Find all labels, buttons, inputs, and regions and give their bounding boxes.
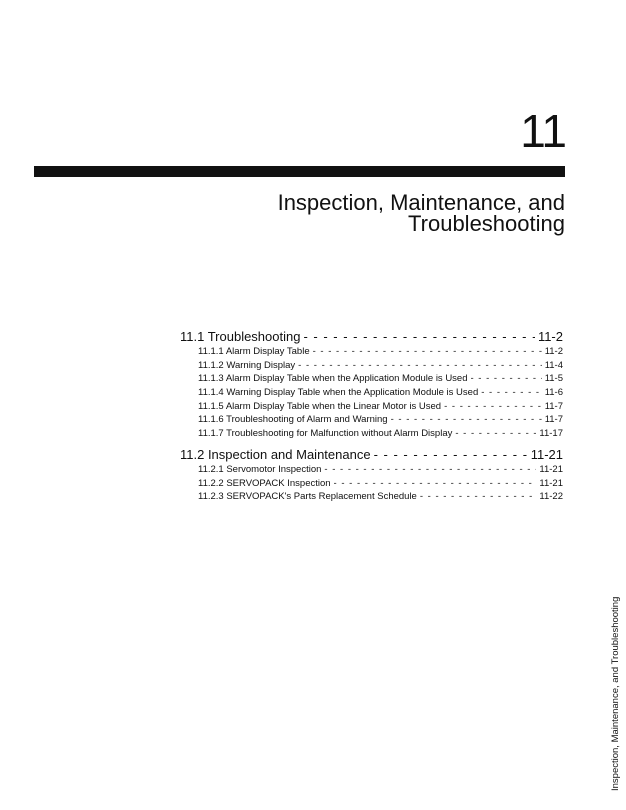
toc-item-11-2-2[interactable]	[198, 478, 563, 492]
chapter-title-line-1: Inspection, Maintenance, and	[277, 190, 565, 215]
side-tab-label: Inspection, Maintenance, and Troubleshooting	[610, 596, 621, 791]
toc-leader	[298, 360, 542, 371]
toc-item-title: 11.1.7 Troubleshooting for Malfunction without Alarm Display	[198, 428, 453, 440]
toc-page-number: 11-21	[539, 463, 563, 475]
chapter-title	[278, 192, 565, 234]
toc-leader	[455, 428, 536, 439]
toc-page-number: 11-5	[544, 373, 563, 385]
table-of-contents	[180, 329, 563, 505]
toc-item-11-1-6[interactable]	[198, 414, 563, 428]
toc-leader	[374, 447, 528, 462]
toc-item-11-1-2[interactable]	[198, 360, 563, 374]
toc-section-title: 11.1 Troubleshooting	[180, 329, 301, 344]
toc-leader	[313, 346, 542, 357]
toc-page-number: 11-22	[539, 491, 563, 503]
chapter-number: 11	[520, 105, 566, 157]
toc-page-number: 11-2	[537, 329, 563, 344]
chapter-title-line-2: Troubleshooting	[408, 211, 565, 236]
toc-leader	[303, 329, 534, 344]
toc-item-title: 11.2.3 SERVOPACK's Parts Replacement Schedule	[198, 491, 417, 503]
toc-page-number: 11-6	[544, 387, 563, 399]
toc-item-title: 11.1.2 Warning Display	[198, 359, 296, 371]
toc-page-number: 11-21	[530, 446, 563, 462]
toc-item-title: 11.1.3 Alarm Display Table when the Application Module is Used	[198, 373, 468, 385]
toc-item-11-1-5[interactable]	[198, 401, 563, 415]
toc-page-number: 11-4	[544, 359, 563, 371]
toc-item-11-2-1[interactable]	[198, 464, 563, 478]
toc-leader	[471, 373, 542, 384]
toc-leader	[444, 401, 542, 412]
toc-leader	[481, 387, 541, 398]
toc-page-number: 11-7	[544, 400, 563, 412]
toc-section-11-1[interactable]	[180, 329, 563, 346]
chapter-rule	[34, 166, 565, 177]
toc-leader	[324, 464, 536, 475]
toc-page-number: 11-17	[539, 428, 563, 440]
toc-item-11-1-1[interactable]	[198, 346, 563, 360]
toc-leader	[334, 478, 537, 489]
toc-section-title: 11.2 Inspection and Maintenance	[180, 446, 371, 462]
toc-item-11-1-3[interactable]	[198, 373, 563, 387]
toc-item-title: 11.1.1 Alarm Display Table	[198, 346, 310, 357]
toc-section-11-2[interactable]	[180, 447, 563, 464]
toc-page-number: 11-21	[539, 477, 563, 489]
toc-leader	[391, 414, 542, 425]
toc-leader	[420, 491, 537, 502]
toc-item-11-1-7[interactable]	[198, 428, 563, 442]
toc-item-title: 11.1.4 Warning Display Table when the Application Module is Used	[198, 387, 479, 399]
toc-item-title: 11.1.5 Alarm Display Table when the Linear Motor is Used	[198, 400, 442, 412]
toc-item-title: 11.1.6 Troubleshooting of Alarm and Warning	[198, 414, 388, 426]
toc-page-number: 11-7	[544, 414, 563, 426]
toc-item-11-1-4[interactable]	[198, 387, 563, 401]
toc-item-title: 11.2.2 SERVOPACK Inspection	[198, 477, 331, 489]
side-tab	[606, 592, 626, 802]
toc-page-number: 11-2	[544, 346, 563, 357]
toc-item-title: 11.2.1 Servomotor Inspection	[198, 463, 322, 475]
toc-item-11-2-3[interactable]	[198, 491, 563, 505]
